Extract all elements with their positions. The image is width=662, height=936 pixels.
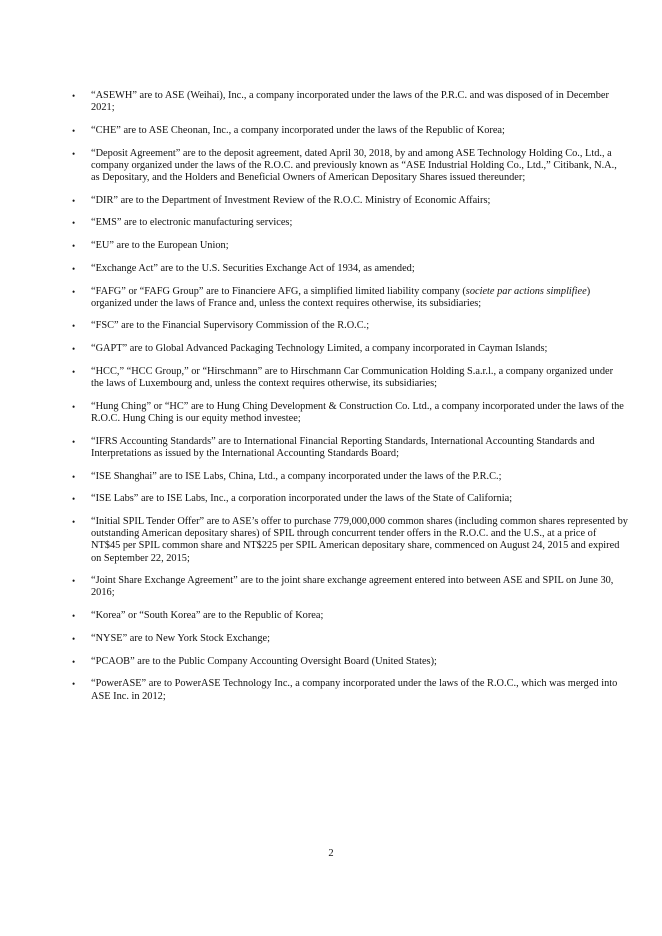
bullet-icon: • — [72, 633, 76, 644]
bullet-icon: • — [72, 471, 76, 482]
definition-text: “Initial SPIL Tender Offer” are to ASE’s offer to purchase 779,000,000 common shares (including common shares represented by outstanding American depositary shares) of SPIL through concurrent tender offers in the R.O.C. and the U.S., at a price of NT$45 per SPIL common share and NT$225 per SPIL American depositary share, commenced on August 24, 2015 and expired on September 22, 2015; — [91, 515, 628, 564]
definition-text: “ISE Labs” are to ISE Labs, Inc., a corporation incorporated under the laws of the State of California; — [91, 493, 513, 505]
definition-text: “PCAOB” are to the Public Company Accounting Oversight Board (United States); — [91, 655, 437, 667]
definition-text: “Korea” or “South Korea” are to the Republic of Korea; — [91, 610, 324, 622]
bullet-icon: • — [72, 401, 76, 412]
definition-item — [72, 656, 628, 668]
definition-item — [72, 125, 628, 137]
definition-item — [72, 90, 628, 114]
definition-item — [72, 343, 628, 355]
definition-item — [72, 240, 628, 252]
definition-item — [72, 678, 628, 702]
definition-item — [72, 195, 628, 207]
definition-text: “Joint Share Exchange Agreement” are to the joint share exchange agreement entered into between ASE and SPIL on June 30, 2016; — [91, 575, 614, 599]
bullet-icon: • — [72, 91, 76, 101]
definition-text: “EMS” are to electronic manufacturing services; — [91, 217, 293, 229]
definitions-list — [72, 90, 628, 713]
definition-text: “Deposit Agreement” are to the deposit agreement, dated April 30, 2018, by and among ASE Technology Holding Co., Ltd., a company organized under the laws of the R.O.C. and previously known as “ASE Industrial Holding Co., Ltd.,” Citibank, N.A., as Depositary, and the Holders and Beneficial Owners of American Depositary Shares issued thereunder; — [91, 147, 617, 184]
bullet-icon: • — [72, 576, 76, 587]
definition-text: “FSC” are to the Financial Supervisory Commission of the R.O.C.; — [91, 320, 370, 332]
definition-item — [72, 436, 628, 460]
definition-text: “PowerASE” are to PowerASE Technology Inc., a company incorporated under the laws of the R.O.C., which was merged into ASE Inc. in 2012; — [91, 678, 618, 702]
bullet-icon: • — [72, 321, 76, 332]
definition-text: “Hung Ching” or “HC” are to Hung Ching Development & Construction Co. Ltd., a company incorporated under the laws of the R.O.C. Hung Ching is our equity method investee; — [91, 400, 624, 424]
definition-text: “Exchange Act” are to the U.S. Securities Exchange Act of 1934, as amended; — [91, 262, 415, 274]
bullet-icon: • — [72, 241, 76, 252]
definition-text: “ASEWH” are to ASE (Weihai), Inc., a company incorporated under the laws of the P.R.C. and was disposed of in December 2021; — [91, 90, 609, 114]
definition-text: “EU” are to the European Union; — [91, 240, 229, 252]
bullet-icon: • — [72, 494, 76, 505]
bullet-icon: • — [72, 125, 76, 136]
bullet-icon: • — [72, 286, 76, 297]
definition-text: “GAPT” are to Global Advanced Packaging Technology Limited, a company incorporated in Cayman Islands; — [91, 343, 548, 355]
definition-item — [72, 320, 628, 332]
definition-item — [72, 493, 628, 505]
bullet-icon: • — [72, 366, 76, 377]
page-number: 2 — [328, 848, 334, 859]
bullet-icon: • — [72, 263, 76, 274]
bullet-icon: • — [72, 148, 76, 159]
bullet-icon: • — [72, 344, 76, 355]
definition-item — [72, 516, 628, 565]
definition-text: “CHE” are to ASE Cheonan, Inc., a company incorporated under the laws of the Republic of Korea; — [91, 124, 505, 136]
definition-item — [72, 286, 628, 310]
definition-text-before: “FAFG” or “FAFG Group” are to Financiere AFG, a simplified limited liability company ( — [91, 285, 466, 297]
definition-text: “HCC,” “HCC Group,” or “Hirschmann” are to Hirschmann Car Communication Holding S.a.r.l., a company organized under the laws of Luxembourg and, unless the context requires otherwise, its subsidiaries; — [91, 365, 614, 390]
bullet-icon: • — [72, 195, 76, 206]
definition-item — [72, 575, 628, 599]
definition-item — [72, 471, 628, 483]
bullet-icon: • — [72, 436, 76, 447]
definition-item — [72, 610, 628, 622]
bullet-icon: • — [72, 679, 76, 690]
definition-item — [72, 263, 628, 275]
definition-text: “IFRS Accounting Standards” are to International Financial Reporting Standards, International Accounting Standards and Interpretations as issued by the International Accounting Standards Board; — [91, 435, 595, 459]
definition-item — [72, 217, 628, 229]
definition-item — [72, 148, 628, 185]
definition-text-after: ) organized under the laws of France and, unless the context requires otherwise, its subsidiaries; — [91, 285, 591, 309]
definition-item — [72, 633, 628, 645]
bullet-icon: • — [72, 516, 76, 527]
definition-text: “ISE Shanghai” are to ISE Labs, China, Ltd., a company incorporated under the laws of the P.R.C.; — [91, 470, 502, 482]
bullet-icon: • — [72, 656, 76, 667]
definition-item — [72, 366, 628, 390]
definition-text: “NYSE” are to New York Stock Exchange; — [91, 632, 270, 644]
definition-text-italic: societe par actions simplifiee — [465, 285, 587, 297]
definition-item — [72, 401, 628, 425]
bullet-icon: • — [72, 218, 76, 229]
definition-text: “DIR” are to the Department of Investment Review of the R.O.C. Ministry of Economic Affairs; — [91, 194, 491, 206]
bullet-icon: • — [72, 611, 76, 622]
